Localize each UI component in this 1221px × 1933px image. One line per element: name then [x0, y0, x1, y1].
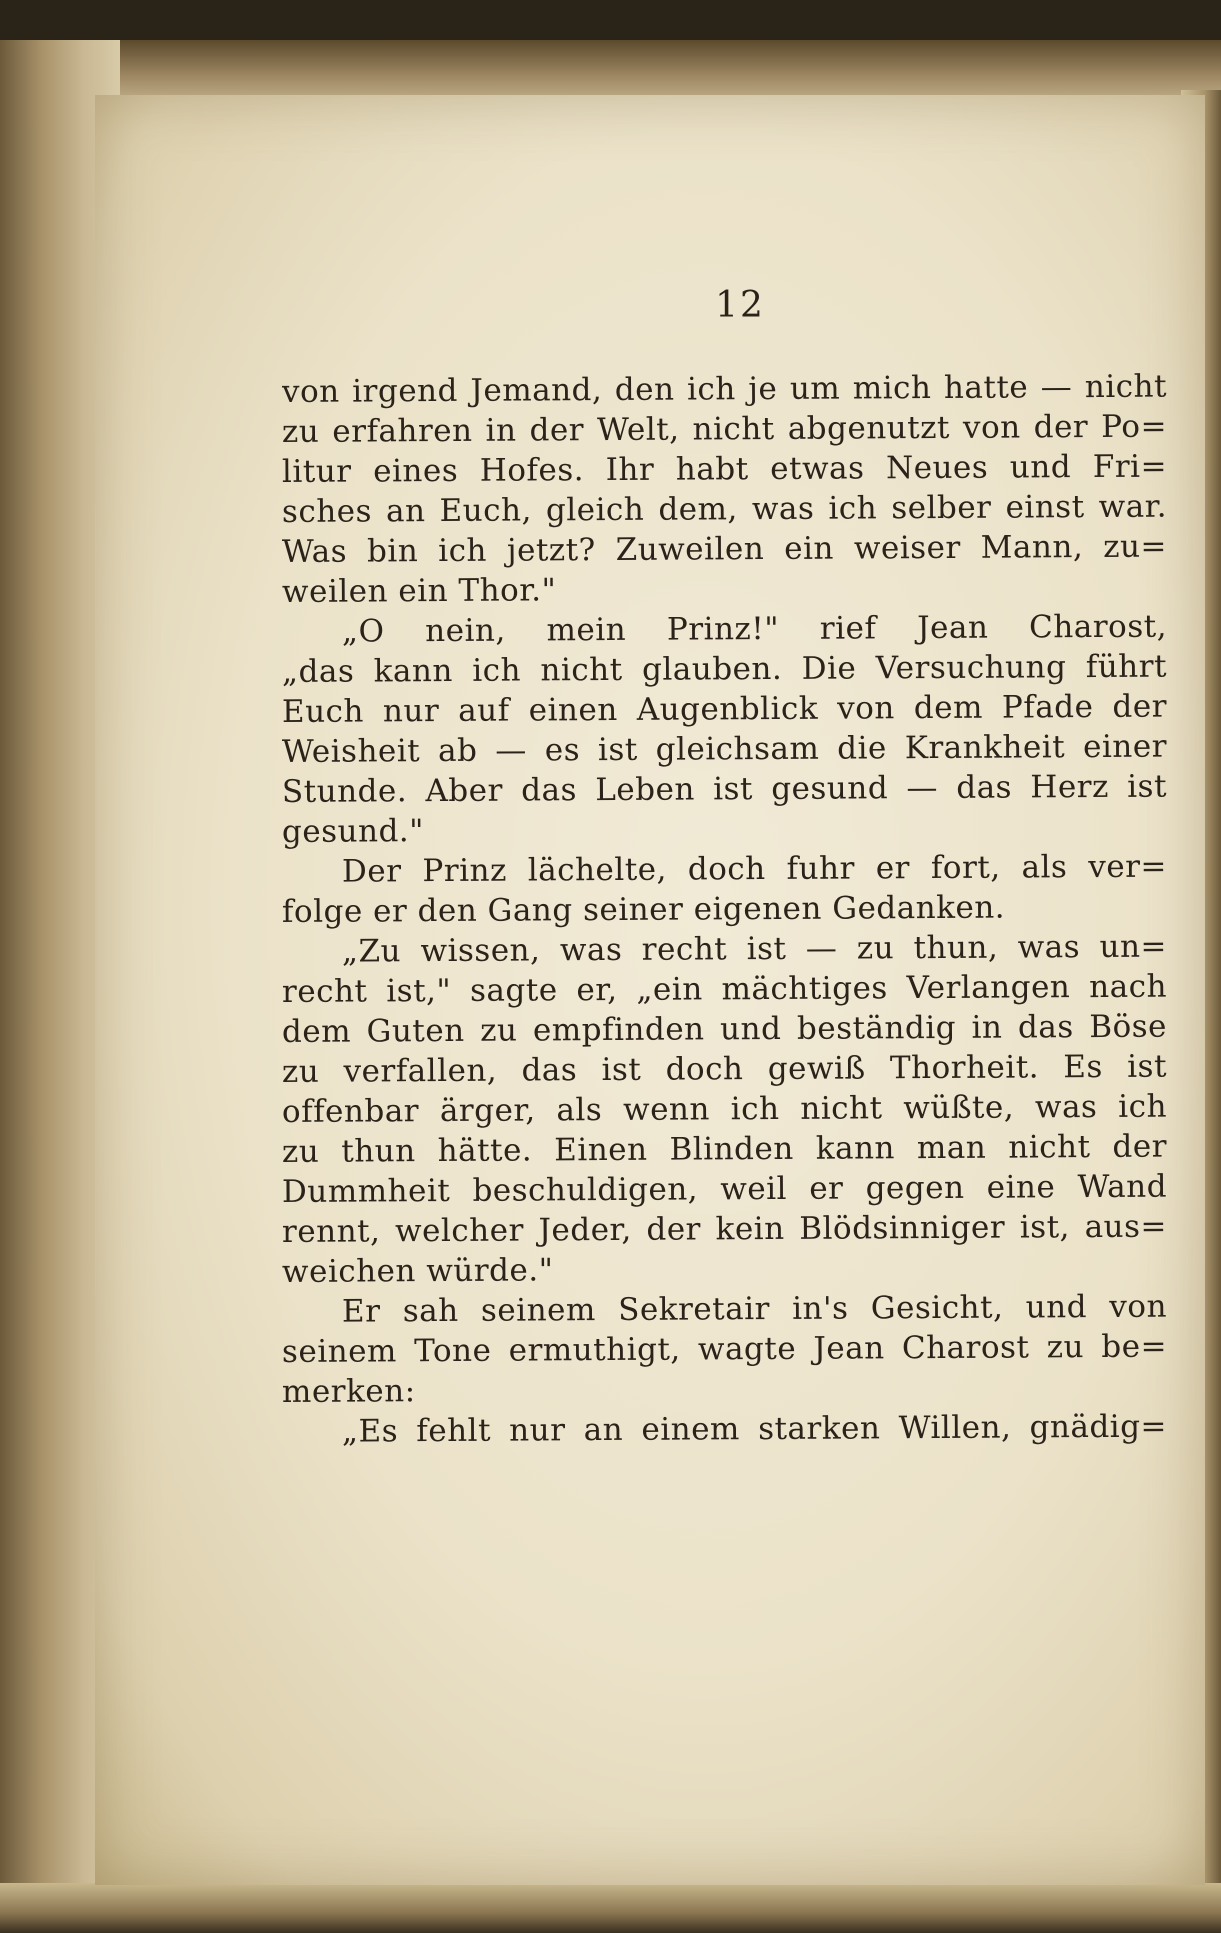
text-line: zu verfallen, das ist doch gewiß Thorheit. Es ist: [281, 1048, 1168, 1090]
text-line: Euch nur auf einen Augenblick von dem Pfade der: [281, 688, 1168, 730]
text-line: Stunde. Aber das Leben ist gesund — das Herz ist: [281, 768, 1168, 810]
text-line: „O nein, mein Prinz!" rief Jean Charost,: [341, 608, 1168, 650]
text-line: gesund.": [281, 813, 425, 850]
page-number: 12: [715, 285, 765, 326]
text-line: zu thun hätte. Einen Blinden kann man nicht der: [281, 1128, 1168, 1170]
text-line: weilen ein Thor.": [281, 572, 557, 610]
text-line: dem Guten zu empfinden und beständig in das Böse: [281, 1008, 1168, 1050]
text-line: zu erfahren in der Welt, nicht abgenutzt von der Po=: [281, 408, 1168, 450]
text-line: von irgend Jemand, den ich je um mich hatte — nicht: [281, 368, 1168, 410]
book-bottom-edge: [0, 1883, 1221, 1933]
text-line: litur eines Hofes. Ihr habt etwas Neues und Fri=: [281, 448, 1168, 490]
text-line: offenbar ärger, als wenn ich nicht wüßte, was ich: [281, 1088, 1168, 1130]
text-line: rennt, welcher Jeder, der kein Blödsinniger ist, aus=: [281, 1208, 1168, 1250]
text-line: Weisheit ab — es ist gleichsam die Krankheit einer: [281, 728, 1168, 770]
text-line: weichen würde.": [281, 1252, 554, 1290]
text-line: Der Prinz lächelte, doch fuhr er fort, als ver=: [341, 848, 1168, 890]
text-line: sches an Euch, gleich dem, was ich selber einst war.: [281, 488, 1168, 530]
text-line: merken:: [281, 1373, 416, 1410]
text-line: „Es fehlt nur an einem starken Willen, gnädig=: [341, 1408, 1168, 1450]
text-line: recht ist," sagte er, „ein mächtiges Verlangen nach: [281, 968, 1168, 1010]
text-line: „Zu wissen, was recht ist — zu thun, was un=: [341, 928, 1168, 970]
text-line: Was bin ich jetzt? Zuweilen ein weiser Mann, zu=: [281, 528, 1168, 570]
page-text: [281, 368, 1168, 1452]
text-line: folge er den Gang seiner eigenen Gedanken.: [281, 889, 1006, 930]
text-line: Dummheit beschuldigen, weil er gegen eine Wand: [281, 1168, 1168, 1210]
text-line: seinem Tone ermuthigt, wagte Jean Charost zu be=: [281, 1328, 1168, 1370]
text-line: „das kann ich nicht glauben. Die Versuchung führt: [281, 648, 1168, 690]
text-line: Er sah seinem Sekretair in's Gesicht, und von: [341, 1288, 1168, 1330]
